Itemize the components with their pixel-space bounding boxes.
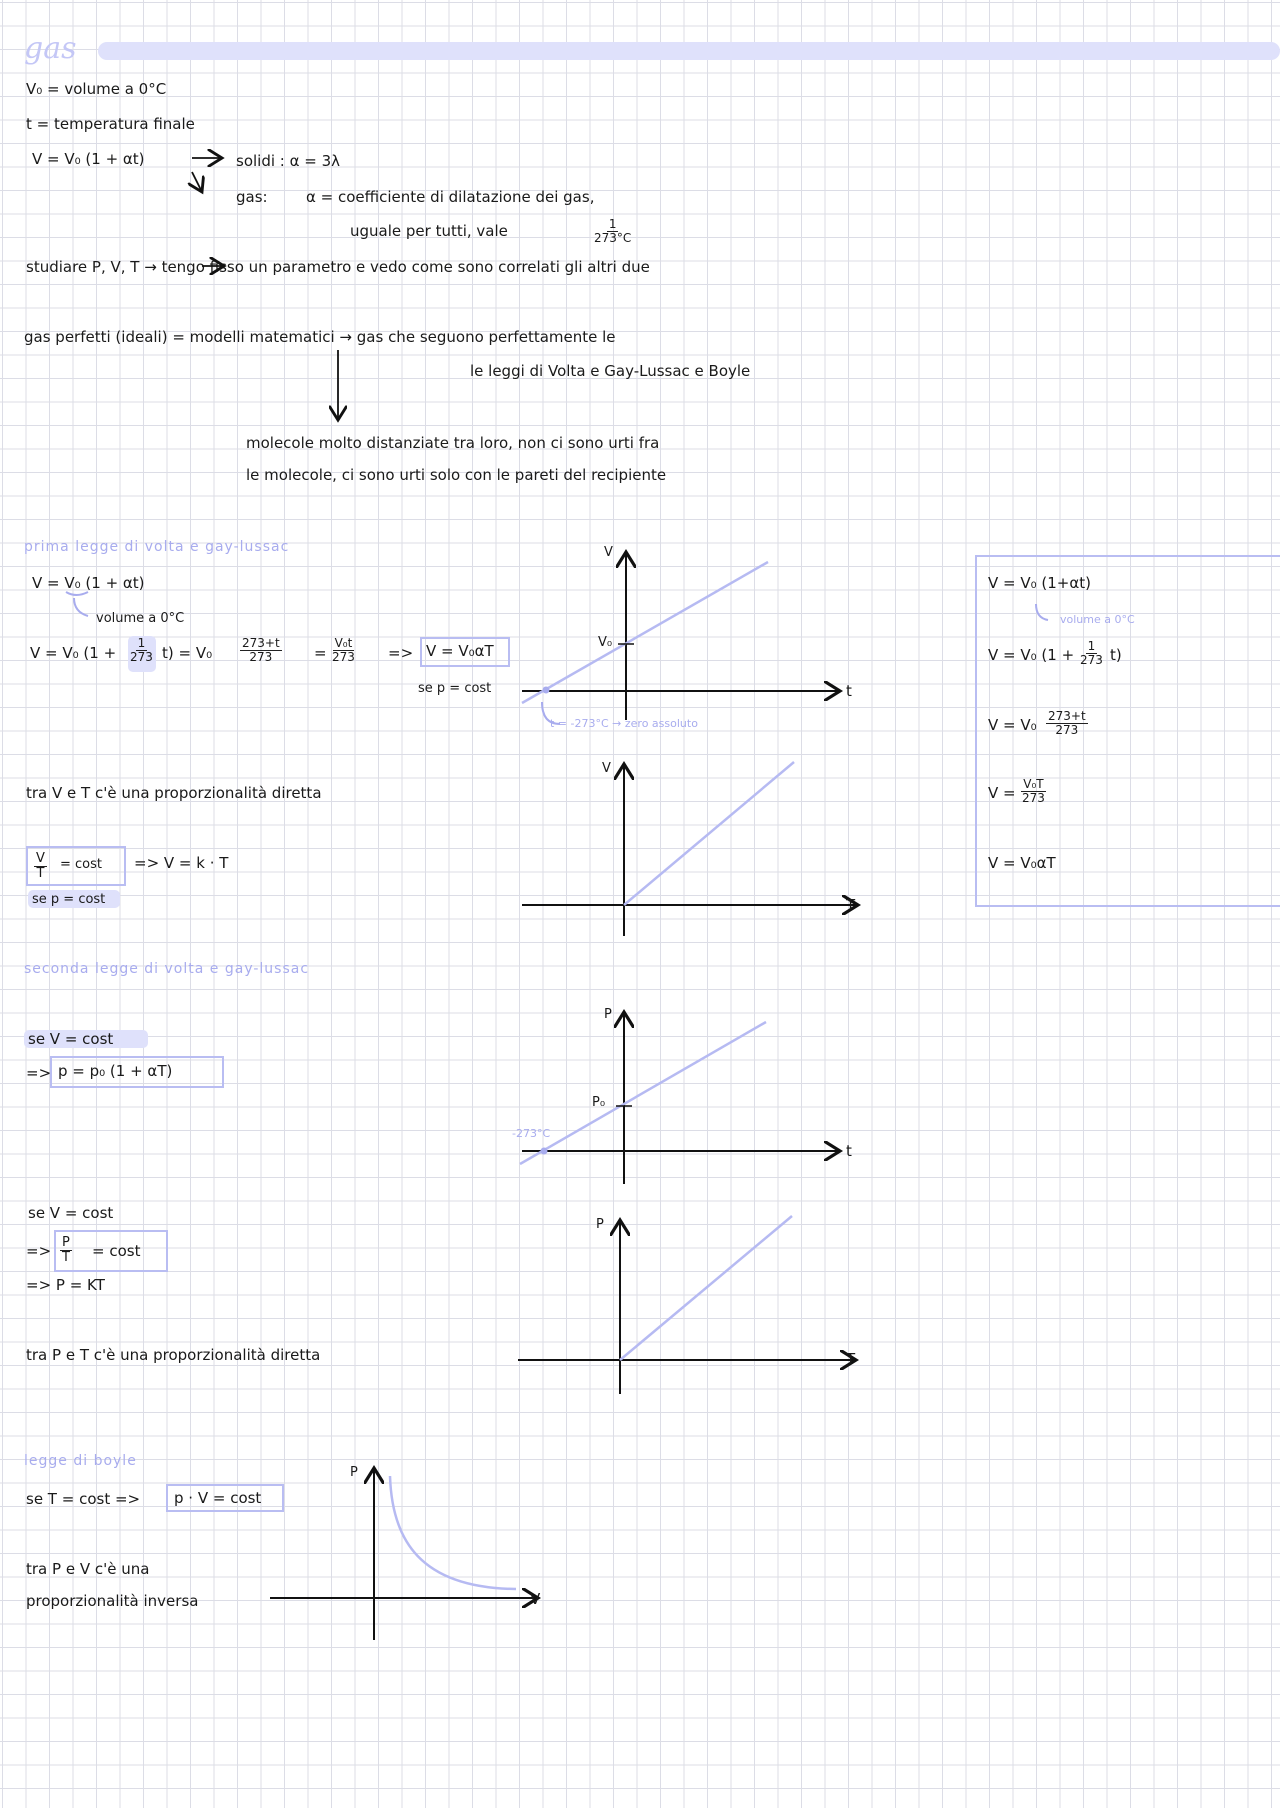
- graph-v-T-x-label: T: [846, 896, 856, 914]
- graph-v-T-line: [624, 762, 794, 905]
- boyle-heading: legge di boyle: [24, 1453, 137, 1469]
- arrow-formula-down: [192, 172, 202, 192]
- summary-line-2-start: V = V₀ (1 +: [988, 646, 1075, 664]
- first-law-heading: prima legge di volta e gay-lussac: [24, 539, 290, 555]
- second-law-implies: =>: [26, 1064, 52, 1082]
- second-law-formula: p = p₀ (1 + αT): [58, 1062, 173, 1080]
- ideal-gas-laws: le leggi di Volta e Gay-Lussac e Boyle: [470, 362, 751, 380]
- first-law-proportional: tra V e T c'è una proporzionalità diretta: [26, 784, 322, 802]
- ratio-numerator: V: [36, 851, 45, 866]
- molecules-text-2: le molecole, ci sono urti solo con le pareti del recipiente: [246, 466, 667, 484]
- summary-v0-hook: [1036, 604, 1048, 620]
- graph-p-t: [522, 1012, 840, 1184]
- graph-p-t-zero-point: [541, 1148, 548, 1155]
- summary-v0-note: volume a 0°C: [1060, 613, 1135, 626]
- ratio-eq: = cost: [60, 857, 102, 872]
- summary-line-1: V = V₀ (1+αt): [988, 574, 1091, 592]
- first-law-fraction-2-num: 273+t: [242, 636, 280, 650]
- summary-fraction-2-den: 273: [1080, 652, 1103, 667]
- first-law-fraction-2-den: 273: [249, 649, 273, 664]
- first-law-derivation-start: V = V₀ (1 +: [30, 644, 117, 662]
- graph-boyle-y-label: P: [350, 1465, 358, 1480]
- first-law-formula: V = V₀ (1 + αt): [32, 574, 145, 592]
- ratio-result: => V = k · T: [134, 854, 229, 872]
- graph-p-t-x-label: t: [846, 1142, 852, 1160]
- alpha-numerator: 1: [608, 217, 617, 231]
- first-law-implies: =>: [388, 644, 414, 662]
- graph-v-t-note: t = -273°C → zero assoluto: [550, 717, 698, 730]
- graph-p-t-y-label: P: [604, 1007, 612, 1022]
- same-value-text: uguale per tutti, vale: [350, 222, 508, 240]
- graph-p-T-line: [620, 1216, 792, 1360]
- first-law-v0-note: volume a 0°C: [96, 611, 185, 626]
- ratio-condition: se p = cost: [32, 892, 106, 907]
- solids-alpha: solidi : α = 3λ: [236, 152, 341, 170]
- boyle-inverse-2: proporzionalità inversa: [26, 1592, 199, 1610]
- study-text: studiare P, V, T → tengo fisso un parametro e vedo come sono correlati gli altri due: [26, 258, 650, 276]
- summary-fraction-3-den: 273: [1055, 722, 1079, 737]
- boyle-inverse-1: tra P e V c'è una: [26, 1560, 150, 1578]
- first-law-fraction-3-den: 273: [332, 649, 355, 664]
- second-law-ratio-eq: = cost: [92, 1242, 141, 1260]
- second-law-proportional: tra P e T c'è una proporzionalità diretta: [26, 1346, 321, 1364]
- molecules-text-1: molecole molto distanziate tra loro, non ci sono urti fra: [246, 434, 660, 452]
- summary-fraction-2-num: 1: [1087, 639, 1096, 653]
- summary-fraction-4-num: V₀T: [1023, 777, 1044, 791]
- graph-boyle: [270, 1465, 541, 1640]
- first-law-eq-sign: =: [314, 644, 327, 662]
- graph-v-t: [522, 552, 840, 720]
- graph-v-T-y-label: V: [602, 761, 611, 776]
- page-title: gas: [24, 31, 77, 66]
- graph-boyle-hyperbola: [390, 1476, 516, 1589]
- second-law-ratio-den: T: [62, 1249, 70, 1265]
- second-law-condition: se V = cost: [28, 1030, 114, 1048]
- dilatation-formula: V = V₀ (1 + αt): [32, 150, 145, 168]
- t-definition: t = temperatura finale: [26, 115, 195, 133]
- boyle-formula: p · V = cost: [174, 1489, 262, 1507]
- first-law-fraction-3-num: V₀t: [334, 636, 353, 650]
- alpha-denominator: 273°C: [594, 230, 632, 245]
- graph-boyle-x-label: V: [530, 1590, 541, 1608]
- second-law-implies-2: =>: [26, 1242, 52, 1260]
- first-law-derivation-mid: t) = V₀: [162, 644, 213, 662]
- boyle-condition: se T = cost =>: [26, 1490, 141, 1508]
- graph-p-t-line: [520, 1022, 766, 1164]
- summary-line-5: V = V₀αT: [988, 854, 1056, 872]
- gas-alpha: α = coefficiente di dilatazione dei gas,: [306, 188, 595, 206]
- graph-p-T: [518, 1217, 856, 1394]
- graph-v-t-zero-point: [543, 687, 550, 694]
- ratio-denominator: T: [36, 865, 45, 881]
- graph-v-t-x-label: t: [846, 682, 852, 700]
- second-law-heading: seconda legge di volta e gay-lussac: [24, 961, 310, 977]
- graph-v-t-y-label: V: [604, 545, 613, 560]
- v0-underline: [66, 592, 88, 595]
- v0-note-hook: [74, 598, 88, 616]
- ideal-gas-text: gas perfetti (ideali) = modelli matematici → gas che seguono perfettamente le: [24, 328, 616, 346]
- graph-p-T-y-label: P: [596, 1217, 604, 1232]
- graph-p-T-x-label: T: [846, 1350, 856, 1368]
- graph-v-t-v0-label: V₀: [598, 635, 613, 650]
- summary-fraction-3-num: 273+t: [1048, 709, 1086, 723]
- first-law-condition: se p = cost: [418, 681, 492, 696]
- graph-v-t-line: [522, 562, 768, 703]
- second-law-ratio-num: P: [62, 1235, 70, 1250]
- v0-definition: V₀ = volume a 0°C: [26, 80, 167, 98]
- summary-line-3-start: V = V₀: [988, 716, 1037, 734]
- summary-line-2-end: t): [1110, 646, 1122, 664]
- second-law-result: => P = KT: [26, 1276, 105, 1294]
- first-law-result: V = V₀αT: [426, 642, 494, 660]
- gas-label: gas:: [236, 188, 268, 206]
- graph-p-t-note: -273°C: [512, 1127, 551, 1140]
- summary-fraction-4-den: 273: [1022, 790, 1045, 805]
- graph-p-t-p0-label: P₀: [592, 1095, 606, 1110]
- second-law-condition-2: se V = cost: [28, 1204, 114, 1222]
- first-law-fraction-1-den: 273: [130, 649, 153, 664]
- first-law-fraction-1-num: 1: [137, 636, 146, 650]
- summary-line-4-start: V =: [988, 784, 1016, 802]
